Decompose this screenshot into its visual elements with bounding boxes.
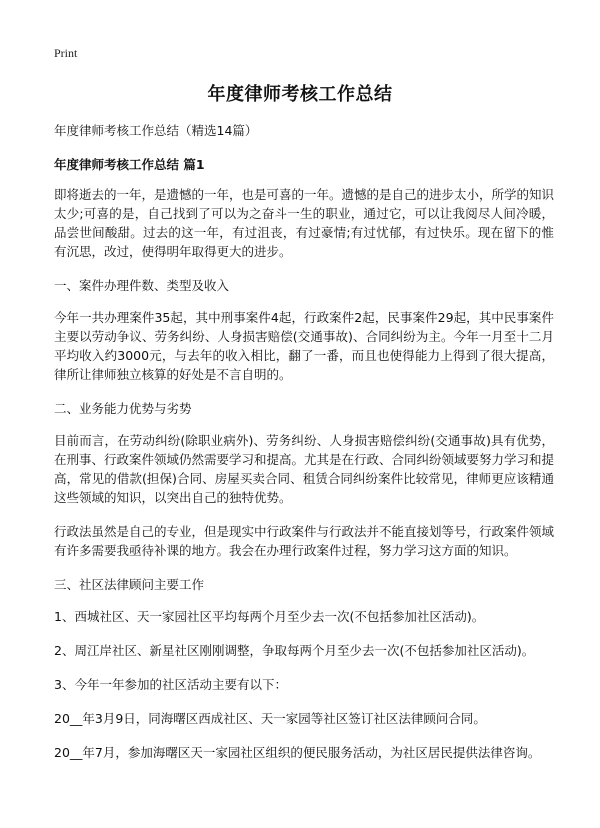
paragraph-community-item-2: 2、周江岸社区、新星社区刚刚调整，争取每两个月至少去一次(不包括参加社区活动)。 [54,643,535,658]
paragraph-event-march: 20__年3月9日，同海曙区西成社区、天一家园等社区签订社区法律顾问合同。 [54,711,486,726]
paragraph-community-item-3: 3、今年一年参加的社区活动主要有以下： [54,677,287,692]
paragraph-event-july: 20__年7月，参加海曙区天一家园社区组织的便民服务活动，为社区居民提供法律咨询。 [54,745,541,760]
paragraph-intro: 即将逝去的一年，是遗憾的一年，也是可喜的一年。遗憾的是自己的进步太小，所学的知识太少;可喜的是，自己找到了可以为之奋斗一生的职业，通过它，可以让我阅尽人间冷暖，品尝世间酸甜。过去的这一年，有过沮丧，有过豪情;有过忧郁，有过快乐。现在留下的惟有沉思，改过，使得明年取得更大的进步。 [54,187,555,259]
print-label: Print [54,46,78,60]
section-title: 年度律师考核工作总结 篇1 [54,157,205,172]
paragraph-administrative-law: 行政法虽然是自己的专业，但是现实中行政案件与行政法并不能直接划等号，行政案件领域有许多需要我亟待补课的地方。我会在办理行政案件过程，努力学习这方面的知识。 [54,524,555,558]
document-subtitle: 年度律师考核工作总结（精选14篇） [54,123,258,138]
document-body [54,121,554,777]
document-title: 年度律师考核工作总结 [207,84,393,105]
heading-community-counsel: 三、社区法律顾问主要工作 [54,577,205,592]
paragraph-case-handling: 今年一共办理案件35起，其中刑事案件4起，行政案件2起，民事案件29起，其中民事案件主要以劳动争议、劳务纠纷、人身损害赔偿(交通事故)、合同纠纷为主。今年一月至十二月平均收入约3000元，与去年的收入相比，翻了一番，而且也使得能力上得到了很大提高，律所让律师独立核算的好处是不言自明的。 [54,310,554,382]
paragraph-community-item-1: 1、西城社区、天一家园社区平均每两个月至少去一次(不包括参加社区活动)。 [54,609,485,624]
paragraph-strengths: 目前而言，在劳动纠纷(除职业病外)、劳务纠纷、人身损害赔偿纠纷(交通事故)具有优势，在刑事、行政案件领域仍然需要学习和提高。尤其是在行政、合同纠纷领域要努力学习和提高，常见的借款(担保)合同、房屋买卖合同、租赁合同纠纷案件比较常见，律师更应该精通这些领域的知识，以突出自己的独特优势。 [54,433,555,505]
heading-case-handling: 一、案件办理件数、类型及收入 [54,278,230,293]
heading-strengths-weaknesses: 二、业务能力优势与劣势 [54,401,192,416]
